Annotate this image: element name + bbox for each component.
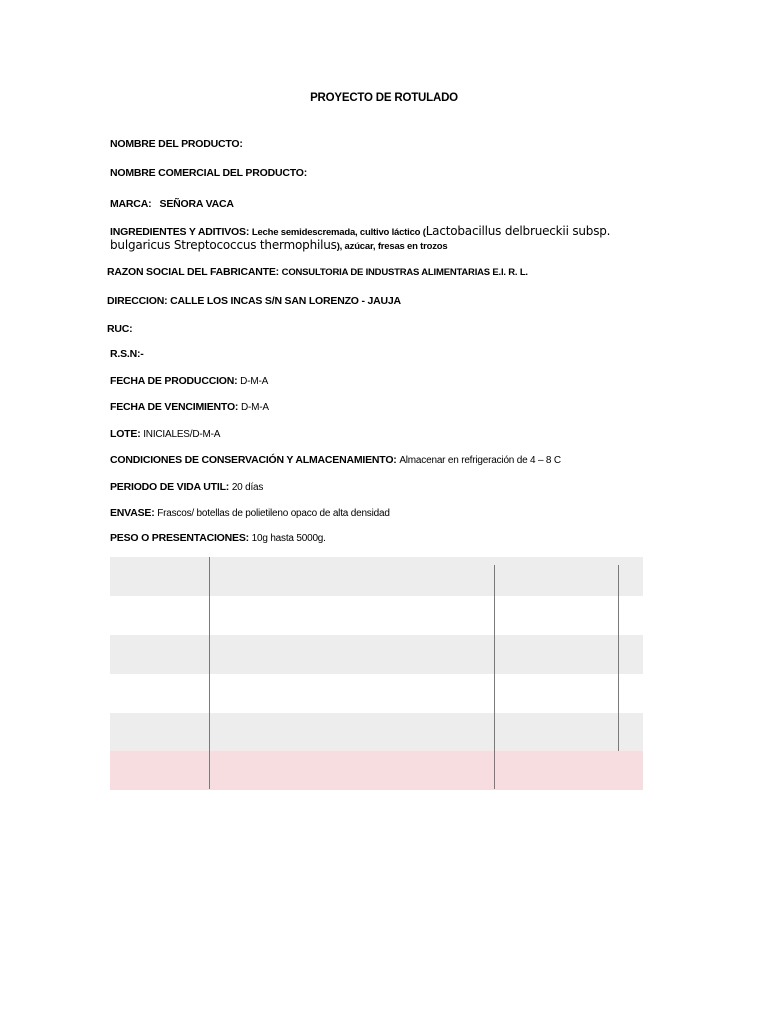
field-nombre-producto [110,138,243,151]
document-title: PROYECTO DE ROTULADO [310,92,458,104]
field-vida-util [110,481,263,494]
conservacion-label: CONDICIONES DE CONSERVACIÓN Y ALMACENAMIENTO: [110,454,397,466]
nombre-producto-label: NOMBRE DEL PRODUCTO: [110,138,243,150]
rsn-label: R.S.N:- [110,348,144,360]
column-divider [494,565,495,789]
razon-social-label: RAZON SOCIAL DEL FABRICANTE: [107,266,279,278]
ingredientes-latin-2: bulgaricus Streptococcus thermophilus [110,238,337,252]
field-lote [110,428,220,441]
ingredientes-value-a: Leche semidescremada, cultivo láctico ( [251,227,426,238]
lote-value: INICIALES/D-M-A [143,429,221,440]
ingredientes-value-b: ), azúcar, fresas en trozos [336,241,448,252]
table-row [110,674,643,713]
vida-util-value: 20 días [231,482,264,493]
fecha-vencimiento-value: D-M-A [240,402,269,413]
field-nombre-comercial [110,167,307,180]
column-divider [209,557,210,789]
field-fecha-produccion [110,375,268,388]
fecha-produccion-label: FECHA DE PRODUCCION: [110,375,238,387]
ingredientes-label: INGREDIENTES Y ADITIVOS: [110,226,250,238]
vida-util-label: PERIODO DE VIDA UTIL: [110,481,230,493]
marca-label: MARCA: [110,198,152,210]
table-row [110,557,643,596]
ruc-label: RUC: [107,323,133,335]
nombre-comercial-label: NOMBRE COMERCIAL DEL PRODUCTO: [110,167,308,179]
peso-label: PESO O PRESENTACIONES: [110,532,249,544]
table-row [110,596,643,635]
marca-value: SEÑORA VACA [159,198,234,210]
envase-label: ENVASE: [110,507,155,519]
field-marca [110,198,234,211]
peso-value: 10g hasta 5000g. [251,533,326,544]
column-divider [618,565,619,751]
field-direccion [107,295,401,308]
field-razon-social [107,266,528,279]
table-row [110,713,643,752]
fecha-produccion-value: D-M-A [240,376,269,387]
field-rsn [110,348,144,361]
conservacion-value: Almacenar en refrigeración de 4 – 8 C [399,455,561,466]
fecha-vencimiento-label: FECHA DE VENCIMIENTO: [110,401,239,413]
lote-label: LOTE: [110,428,141,440]
field-fecha-vencimiento [110,401,269,414]
field-conservacion [110,454,561,467]
field-envase [110,507,390,520]
field-ingredientes [110,225,630,253]
field-ruc [107,323,132,336]
ingredientes-latin-1: Lactobacillus delbrueckii subsp. [425,224,611,238]
envase-value: Frascos/ botellas de polietileno opaco de alta densidad [157,508,390,519]
table-row [110,751,643,790]
table-row [110,635,643,674]
razon-social-value: CONSULTORIA DE INDUSTRAS ALIMENTARIAS E.I. R. L. [281,267,528,278]
field-peso [110,532,326,545]
label-table [110,557,643,789]
direccion-label: DIRECCION: CALLE LOS INCAS S/N SAN LORENZO - JAUJA [107,295,401,307]
